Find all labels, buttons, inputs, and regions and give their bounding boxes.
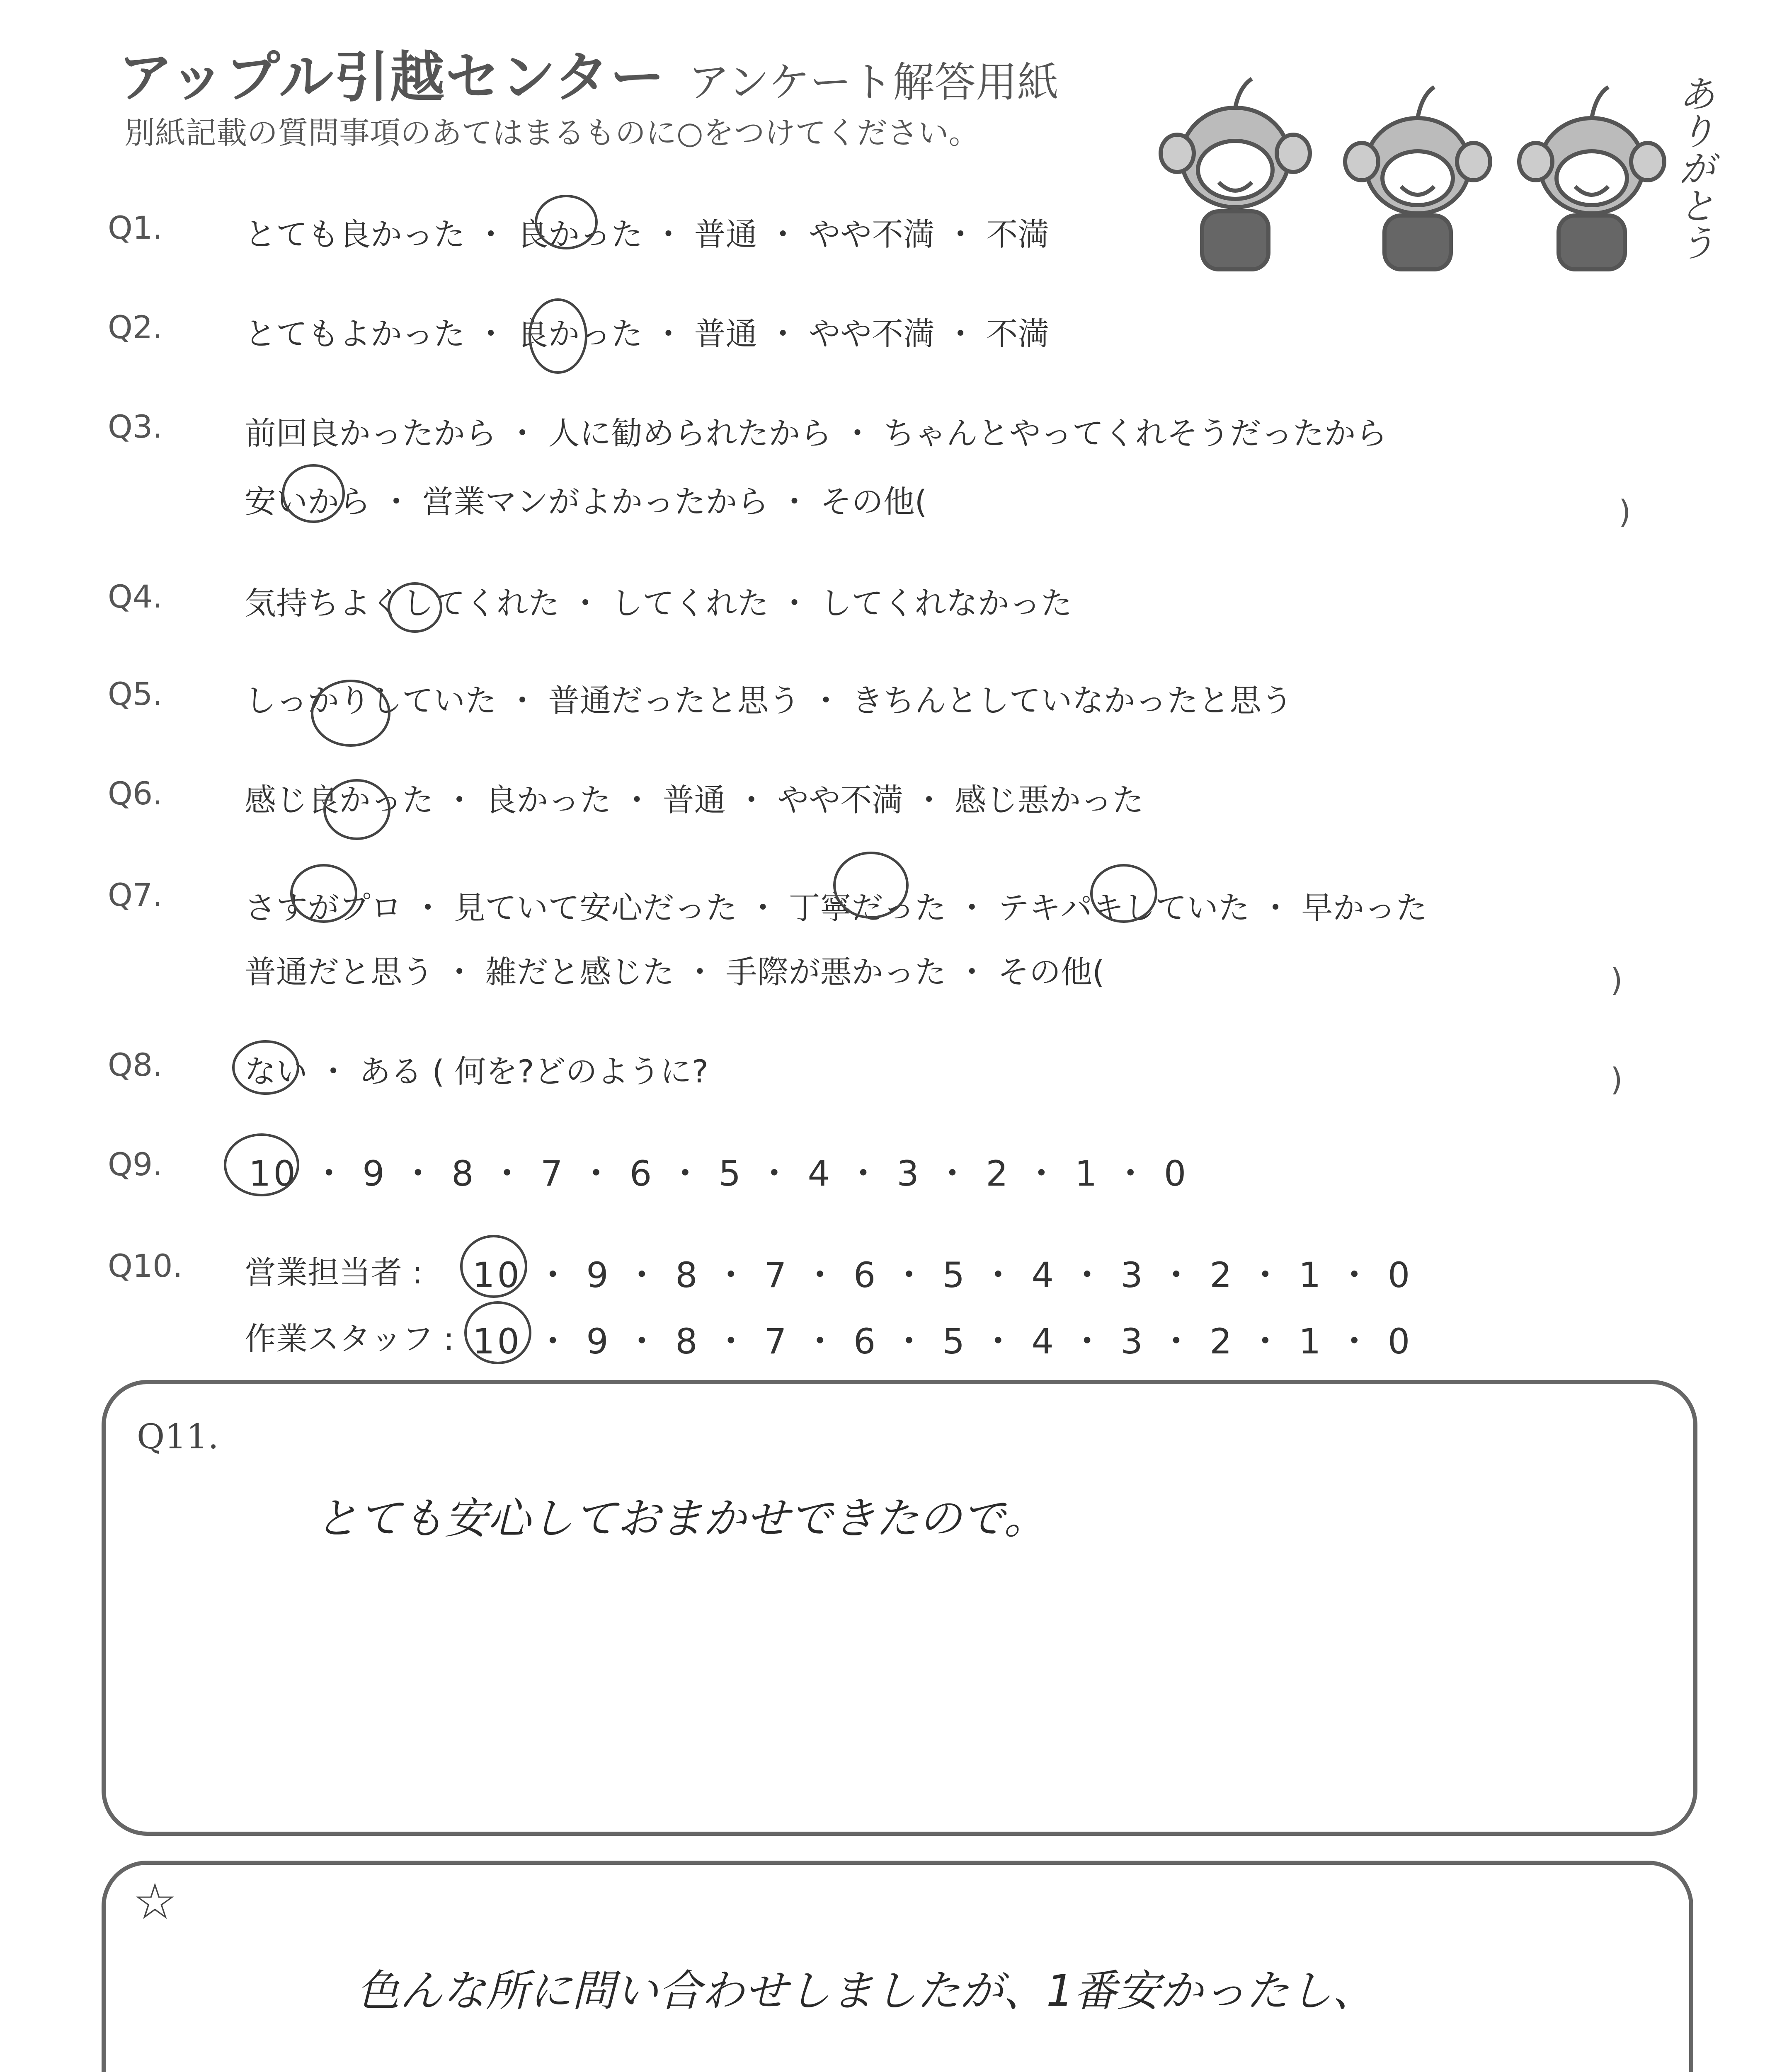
q10-staff-answer-circle: [464, 1301, 531, 1364]
form-instruction: 別紙記載の質問事項のあてはまるものに○をつけてください。: [124, 115, 979, 151]
q6-options: 感じ良かった ・ 良かった ・ 普通 ・ やや不満 ・ 感じ悪かった: [245, 782, 1144, 818]
q3-number: Q3.: [108, 408, 163, 445]
q7-options-line1: さすがプロ ・ 見ていて安心だった ・ 丁寧だった ・ テキパキしていた ・ 早かった: [245, 889, 1428, 926]
q11-label: Q11.: [137, 1417, 219, 1457]
comments-handwritten-line2: [369, 2064, 1058, 2072]
q7-answer-circle-2: [833, 852, 909, 919]
q10-staff-scale: 10 ・ 9 ・ 8 ・ 7 ・ 6 ・ 5 ・ 4 ・ 3 ・ 2 ・ 1 ・ 0: [473, 1321, 1413, 1362]
q7-number: Q7.: [108, 876, 163, 913]
q2-options: とてもよかった ・ 良かった ・ 普通 ・ やや不満 ・ 不満: [245, 315, 1050, 352]
q9-answer-circle: [224, 1133, 299, 1196]
q7-answer-circle-1: [290, 864, 357, 923]
q8-answer-circle: [232, 1040, 299, 1095]
q10-number: Q10.: [108, 1247, 183, 1284]
q10-sales-answer-circle: [460, 1235, 527, 1298]
q2-answer-circle: [529, 298, 587, 374]
q1-options: とても良かった ・ 良かった ・ 普通 ・ やや不満 ・ 不満: [245, 216, 1050, 253]
q11-handwritten-answer: とても安心しておまかせできたので。: [315, 1493, 1047, 1544]
mascot-thanks-text: ありがとう: [1672, 75, 1715, 261]
q4-number: Q4.: [108, 578, 163, 615]
q5-options: しっかりしていた ・ 普通だったと思う ・ きちんとしていなかったと思う: [245, 682, 1293, 719]
q11-answer-box: [102, 1380, 1697, 1836]
q2-number: Q2.: [108, 309, 163, 346]
q3-close-paren: ): [1619, 493, 1631, 530]
form-subtitle: アンケート解答用紙: [688, 58, 1059, 107]
q1-number: Q1.: [108, 209, 163, 246]
comments-handwritten-line1: 色んな所に問い合わせしましたが、1番安かったし、: [356, 1965, 1376, 2016]
comments-star-label: ☆: [133, 1873, 177, 1931]
q5-answer-circle: [311, 680, 390, 747]
q3-options-line2: 安いから ・ 営業マンがよかったから ・ その他(: [245, 483, 927, 520]
form-title: アップル引越センター: [118, 46, 666, 109]
q10-sales-label: 営業担当者 :: [245, 1254, 423, 1291]
q6-answer-circle: [323, 779, 390, 840]
q10-staff-label: 作業スタッフ :: [245, 1320, 454, 1357]
q1-answer-circle: [535, 195, 598, 249]
q4-options: 気持ちよくしてくれた ・ してくれた ・ してくれなかった: [245, 585, 1072, 622]
q8-options: ない ・ ある ( 何を?どのように?: [245, 1053, 708, 1090]
q9-number: Q9.: [108, 1146, 163, 1183]
q8-close-paren: ): [1610, 1061, 1623, 1098]
q3-answer-circle: [282, 464, 345, 523]
q7-answer-circle-3: [1090, 864, 1157, 923]
q9-scale: 10 ・ 9 ・ 8 ・ 7 ・ 6 ・ 5 ・ 4 ・ 3 ・ 2 ・ 1 ・ 0: [249, 1153, 1189, 1194]
monkey-mascot-icon: [1136, 62, 1716, 278]
q5-number: Q5.: [108, 675, 163, 712]
q7-options-line2: 普通だと思う ・ 雑だと感じた ・ 手際が悪かった ・ その他(: [245, 954, 1105, 990]
q3-options-line1: 前回良かったから ・ 人に勧められたから ・ ちゃんとやってくれそうだったから: [245, 415, 1387, 452]
q8-number: Q8.: [108, 1046, 163, 1083]
q7-close-paren: ): [1610, 961, 1623, 998]
q6-number: Q6.: [108, 775, 163, 812]
q4-answer-circle: [388, 582, 442, 633]
q10-sales-scale: 10 ・ 9 ・ 8 ・ 7 ・ 6 ・ 5 ・ 4 ・ 3 ・ 2 ・ 1 ・ 0: [473, 1255, 1413, 1295]
